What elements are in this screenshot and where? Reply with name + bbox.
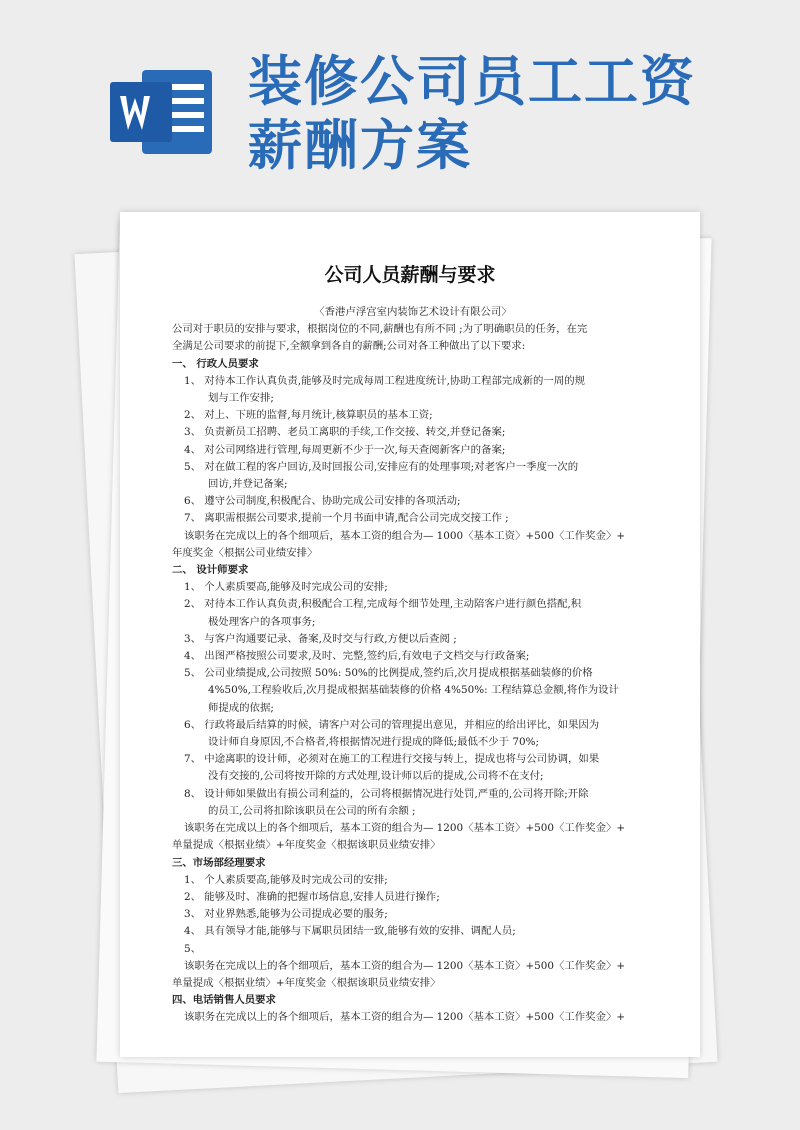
list-item-continuation: 极处理客户的各项事务;: [208, 615, 316, 628]
list-item: 3、 对业界熟悉,能够为公司提成必要的服务;: [184, 908, 388, 921]
list-item: 1、 对待本工作认真负责,能够及时完成每周工程进度统计,协助工程部完成新的一周的规: [184, 374, 585, 387]
list-item: 5、: [184, 942, 202, 955]
list-item-continuation: 师提成的依据;: [208, 701, 274, 714]
paper-sheet-front: [120, 212, 700, 1057]
salary-line: 该职务在完成以上的各个细项后，基本工资的组合为— 1200〈基本工资〉+500〈工作奖金〉+: [184, 1011, 626, 1024]
salary-line: 单量提成〈根据业绩〉+年度奖金〈根据该职员业绩安排〉: [172, 976, 441, 989]
paper-title: 公司人员薪酬与要求: [324, 264, 496, 286]
list-item: 7、 离职需根据公司要求,提前一个月书面申请,配合公司完成交接工作 ;: [184, 512, 509, 525]
paper-body: [172, 304, 654, 1027]
list-item: 6、 行政将最后结算的时候，请客户对公司的管理提出意见，并相应的给出评比，如果因为: [184, 718, 600, 731]
page-title-line-1: 装修公司员工工资: [248, 50, 696, 113]
list-item: 2、 能够及时、准确的把握市场信息,安排人员进行操作;: [184, 890, 440, 903]
list-item: 5、 对在做工程的客户回访,及时回报公司,安排应有的处理事项;对老客户一季度一次的: [184, 460, 579, 473]
section-heading: 二、 设计师要求: [172, 564, 249, 577]
list-item-continuation: 划与工作安排;: [208, 392, 274, 405]
list-item: 7、 中途离职的设计师，必须对在施工的工程进行交接与转上，提成也将与公司协调，如果: [184, 753, 600, 766]
list-item-continuation: 回访,并登记备案;: [208, 478, 288, 491]
section-heading: 一、 行政人员要求: [172, 357, 259, 370]
list-item: 1、 个人素质要高,能够及时完成公司的安排;: [184, 581, 388, 594]
list-item: 4、 出图严格按照公司要求,及时、完整,签约后,有效电子文档交与行政备案;: [184, 650, 530, 663]
body-line: 公司对于职员的安排与要求，根据岗位的不同,薪酬也有所不同 ;为了明确职员的任务，在完: [172, 323, 588, 336]
list-item-continuation: 没有交接的,公司将按开除的方式处理,设计师以后的提成,公司将不在支付;: [208, 770, 544, 783]
salary-line: 该职务在完成以上的各个细项后，基本工资的组合为— 1200〈基本工资〉+500〈工作奖金〉+: [184, 959, 626, 972]
salary-line: 年度奖金〈根据公司业绩安排〉: [172, 546, 318, 559]
salary-line: 该职务在完成以上的各个细项后，基本工资的组合为— 1000〈基本工资〉+500〈工作奖金〉+: [184, 529, 626, 542]
list-item: 1、 个人素质要高,能够及时完成公司的安排;: [184, 873, 388, 886]
page-title: [248, 50, 788, 178]
list-item: 6、 遵守公司制度,积极配合、协助完成公司安排的各项活动;: [184, 495, 461, 508]
body-line: 全满足公司要求的前提下,全额拿到各自的薪酬;公司对各工种做出了以下要求:: [172, 340, 526, 353]
page-title-line-2: 薪酬方案: [248, 114, 472, 177]
list-item: 8、 设计师如果做出有损公司利益的，公司将根据情况进行处罚,严重的,公司将开除;开除: [184, 787, 589, 800]
list-item-continuation: 设计师自身原因,不合格者,将根据情况进行提成的降低;最低不少于 70%;: [208, 736, 539, 749]
list-item: 3、 负责新员工招聘、老员工离职的手续,工作交接、转交,并登记备案;: [184, 426, 506, 439]
list-item: 2、 对上、下班的监督,每月统计,核算职员的基本工资;: [184, 409, 433, 422]
company-name-line: 〈香港卢浮宫室内装饰艺术设计有限公司〉: [314, 306, 512, 318]
list-item: 5、 公司业绩提成,公司按照 50%: 50%的比例提成,签约后,次月提成根据基础装修的价格: [184, 667, 593, 680]
list-item: 3、 与客户沟通要记录、备案,及时交与行政,方便以后查阅 ;: [184, 632, 457, 645]
list-item-continuation: 4%50%,工程验收后,次月提成根据基础装修的价格 4%50%: 工程结算总金额,将作为设计: [208, 684, 619, 697]
list-item: 2、 对待本工作认真负责,积极配合工程,完成每个细节处理,主动陪客户进行颜色搭配,积: [184, 598, 582, 611]
section-heading: 四、电话销售人员要求: [172, 994, 276, 1007]
salary-line: 该职务在完成以上的各个细项后，基本工资的组合为— 1200〈基本工资〉+500〈工作奖金〉+: [184, 822, 626, 835]
section-heading: 三、市场部经理要求: [172, 856, 266, 869]
list-item: 4、 具有领导才能,能够与下属职员团结一致,能够有效的安排、调配人员;: [184, 925, 516, 938]
salary-line: 单量提成〈根据业绩〉+年度奖金〈根据该职员业绩安排〉: [172, 839, 441, 852]
word-document-icon: [108, 66, 218, 158]
list-item: 4、 对公司网络进行管理,每周更新不少于一次,每天查阅新客户的备案;: [184, 443, 506, 456]
list-item-continuation: 的员工,公司将扣除该职员在公司的所有余额 ;: [208, 804, 416, 817]
